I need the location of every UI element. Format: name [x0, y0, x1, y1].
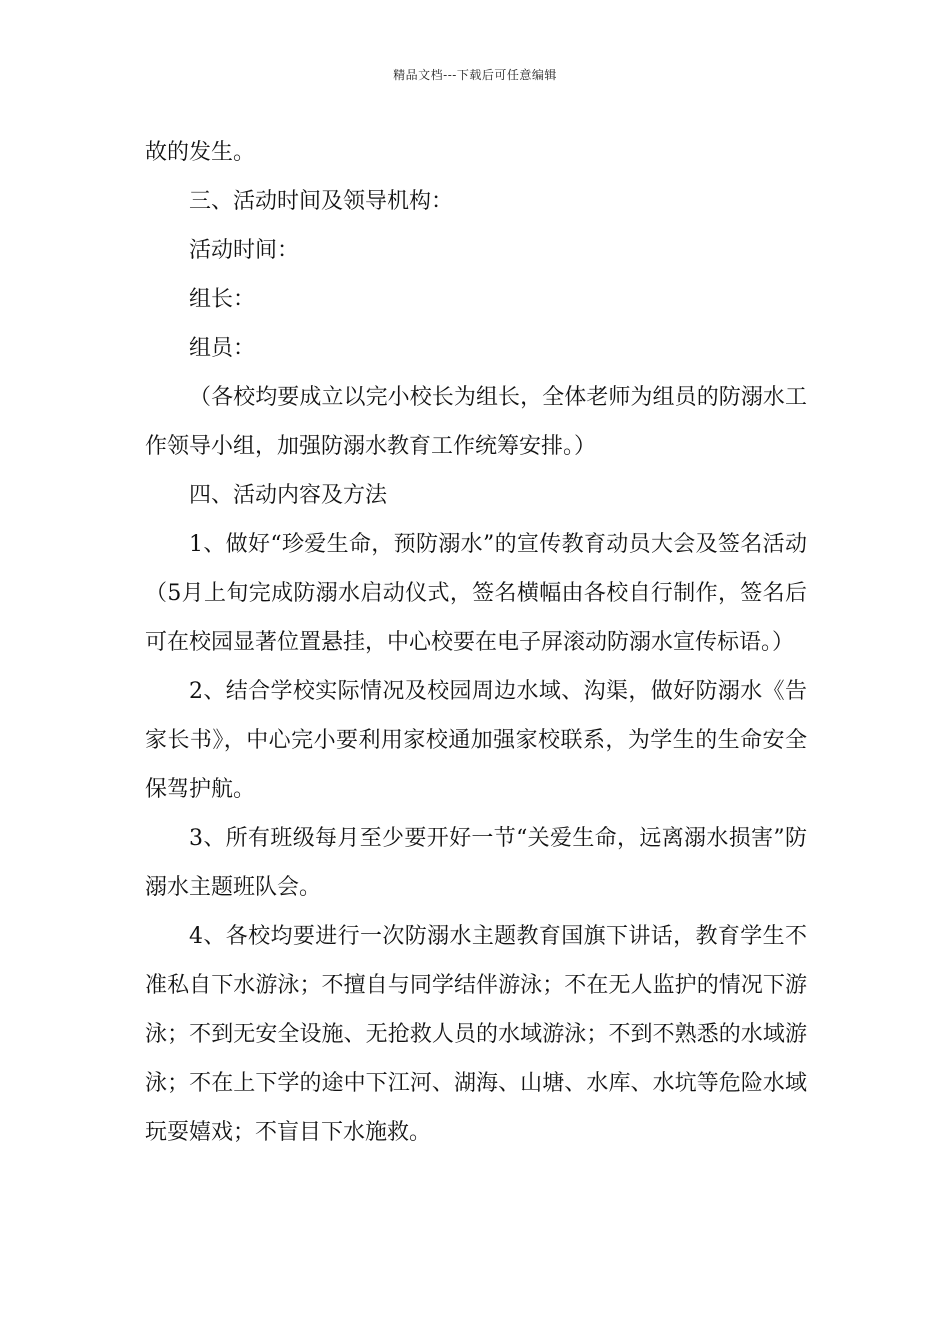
group-leader-label: 组长：	[189, 287, 256, 312]
paragraph-leadership-note: （各校均要成立以完小校长为组长，全体老师为组员的防溺水工作领导小组，加强防溺水教育工作统筹安排。）	[145, 385, 807, 459]
list-item-4: 4、各校均要进行一次防溺水主题教育国旗下讲话，教育学生不准私自下水游泳；不擅自与同学结伴游泳；不在无人监护的情况下游泳；不到无安全设施、无抢救人员的水域游泳；不到不熟悉的水域游泳；不在上下学的途中下江河、湖海、山塘、水库、水坑等危险水域玩耍嬉戏；不盲目下水施救。	[145, 924, 807, 1145]
list-item-1: 1、做好“珍爱生命，预防溺水”的宣传教育动员大会及签名活动（5月上旬完成防溺水启动仪式，签名横幅由各校自行制作，签名后可在校园显著位置悬挂，中心校要在电子屏滚动防溺水宣传标语。）	[145, 532, 807, 655]
document-body	[145, 128, 807, 1157]
list-item-3: 3、所有班级每月至少要开好一节“关爱生命，远离溺水损害”防溺水主题班队会。	[145, 826, 807, 900]
activity-time-label: 活动时间：	[189, 238, 300, 263]
group-members-label: 组员：	[189, 336, 256, 361]
paragraph-continuation: 故的发生。	[145, 140, 256, 165]
list-item-2: 2、结合学校实际情况及校园周边水域、沟渠，做好防溺水《告家长书》，中心完小要利用家校通加强家校联系，为学生的生命安全保驾护航。	[145, 679, 807, 802]
section-heading-3: 三、活动时间及领导机构：	[189, 189, 454, 214]
section-heading-4: 四、活动内容及方法	[189, 483, 388, 508]
page-header: 精品文档---下载后可任意编辑	[393, 68, 557, 82]
